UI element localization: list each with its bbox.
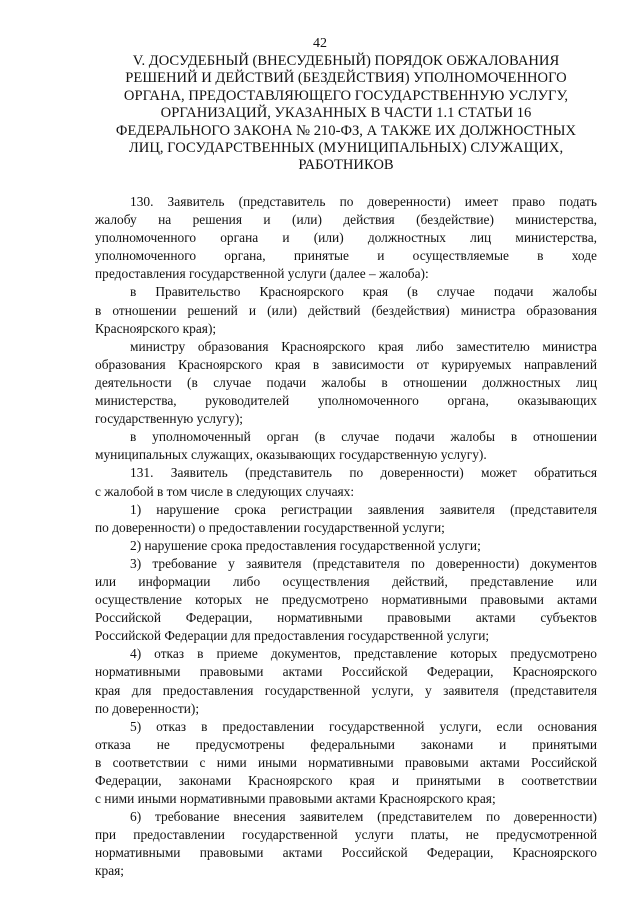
paragraph [95,555,597,645]
paragraph-line: по доверенности); [95,700,200,716]
paragraph-line: осуществление которых не предусмотрено нормативными правовыми актами [95,592,597,608]
paragraph-line: по доверенности) о предоставлении государственной услуги; [95,519,445,535]
paragraph-line: отказа не предусмотрены федеральными законами и принятыми [95,736,597,752]
paragraph-line: Российской Федерации для предоставления государственной услуги; [95,628,490,644]
heading-line: ЛИЦ, ГОСУДАРСТВЕННЫХ (МУНИЦИПАЛЬНЫХ) СЛУЖАЩИХ, [128,140,564,157]
paragraph-line: с ними иными нормативными правовыми актами Красноярского края; [95,791,496,807]
paragraph-line: 5) отказ в предоставлении государственной услуги, если основания [130,718,597,734]
heading-line: ФЕДЕРАЛЬНОГО ЗАКОНА № 210-ФЗ, А ТАКЖЕ ИХ ДОЛЖНОСТНЫХ [115,122,577,139]
paragraph-line: с жалобой в том числе в следующих случаях: [95,483,355,499]
paragraph-line: деятельности (в случае подачи жалобы в отношении должностных лиц [95,374,597,390]
paragraph-line: 3) требование у заявителя (представителя по доверенности) документов [130,555,597,571]
section-heading [102,53,590,175]
paragraph [95,808,597,880]
paragraph [95,464,597,500]
heading-line: РЕШЕНИЙ И ДЕЙСТВИЙ (БЕЗДЕЙСТВИЯ) УПОЛНОМОЧЕННОГО [125,70,567,87]
paragraph-line: государственную услугу); [95,411,244,427]
paragraph-line: Федерации, законами Красноярского края и принятыми в соответствии [95,773,597,788]
paragraph-line: в отношении решений и (или) действий (бездействия) министра образования [95,302,597,318]
paragraph [95,645,597,717]
heading-line: ОРГАНА, ПРЕДОСТАВЛЯЮЩЕГО ГОСУДАРСТВЕННУЮ УСЛУГУ, [123,87,569,104]
paragraph-line: в соответствии с ними иными нормативными правовыми актами Российской [95,754,597,770]
paragraph-line: или информации либо осуществления действий, представление или [95,573,597,589]
paragraph-line: образования Красноярского края в зависимости от курируемых направлений [95,356,597,372]
paragraph-line: Российской Федерации, нормативными правовыми актами субъектов [95,610,597,626]
heading-line: V. ДОСУДЕБНЫЙ (ВНЕСУДЕБНЫЙ) ПОРЯДОК ОБЖАЛОВАНИЯ [132,53,560,69]
paragraph [95,283,597,337]
heading-line: РАБОТНИКОВ [298,157,394,174]
paragraph-line: края; [95,863,125,879]
heading-line: ОРГАНИЗАЦИЙ, УКАЗАННЫХ В ЧАСТИ 1.1 СТАТЬИ 16 [160,105,532,122]
paragraph-line: 131. Заявитель (представитель по доверенности) может обратиться [130,465,597,481]
paragraph-line: нормативными правовыми актами Российской Федерации, Красноярского [95,664,597,680]
paragraph-line: муниципальных служащих, оказывающих государственную услугу). [95,447,487,463]
paragraph-line: при предоставлении государственной услуги платы, не предусмотренной [95,827,597,843]
paragraph-line: в уполномоченный орган (в случае подачи жалобы в отношении [130,429,597,445]
paragraph-line: 6) требование внесения заявителем (представителем по доверенности) [130,809,597,825]
document-body [95,193,597,881]
paragraph-line: предоставления государственной услуги (далее – жалоба): [95,266,429,282]
paragraph-line: Красноярского края); [95,320,217,336]
paragraph-line: края для предоставления государственной услуги, у заявителя (представителя [95,682,597,698]
page-number: 42 [313,36,327,51]
paragraph-line: уполномоченного органа, принятые и осуществляемые в ходе [95,248,597,264]
paragraph-line: 1) нарушение срока регистрации заявления заявителя (представителя [130,501,597,517]
paragraph-line: жалобу на решения и (или) действия (бездействие) министерства, [95,212,597,228]
paragraph-line: нормативными правовыми актами Российской Федерации, Красноярского [95,845,597,861]
paragraph [95,501,597,537]
paragraph-line: министру образования Красноярского края либо заместителю министра [130,338,597,354]
paragraph [95,193,597,283]
paragraph [95,537,597,555]
paragraph-line: уполномоченного органа и (или) должностных лиц министерства, [95,230,597,246]
paragraph-line: 4) отказ в приеме документов, представление которых предусмотрено [130,646,597,662]
paragraph-line: 130. Заявитель (представитель по доверенности) имеет право подать [130,194,597,209]
paragraph-line: в Правительство Красноярского края (в случае подачи жалобы [130,284,597,300]
paragraph [95,428,597,464]
paragraph-line: министерства, руководителей уполномоченного органа, оказывающих [95,393,597,409]
paragraph [95,718,597,808]
paragraph [95,338,597,428]
paragraph-line: 2) нарушение срока предоставления государственной услуги; [130,537,481,553]
